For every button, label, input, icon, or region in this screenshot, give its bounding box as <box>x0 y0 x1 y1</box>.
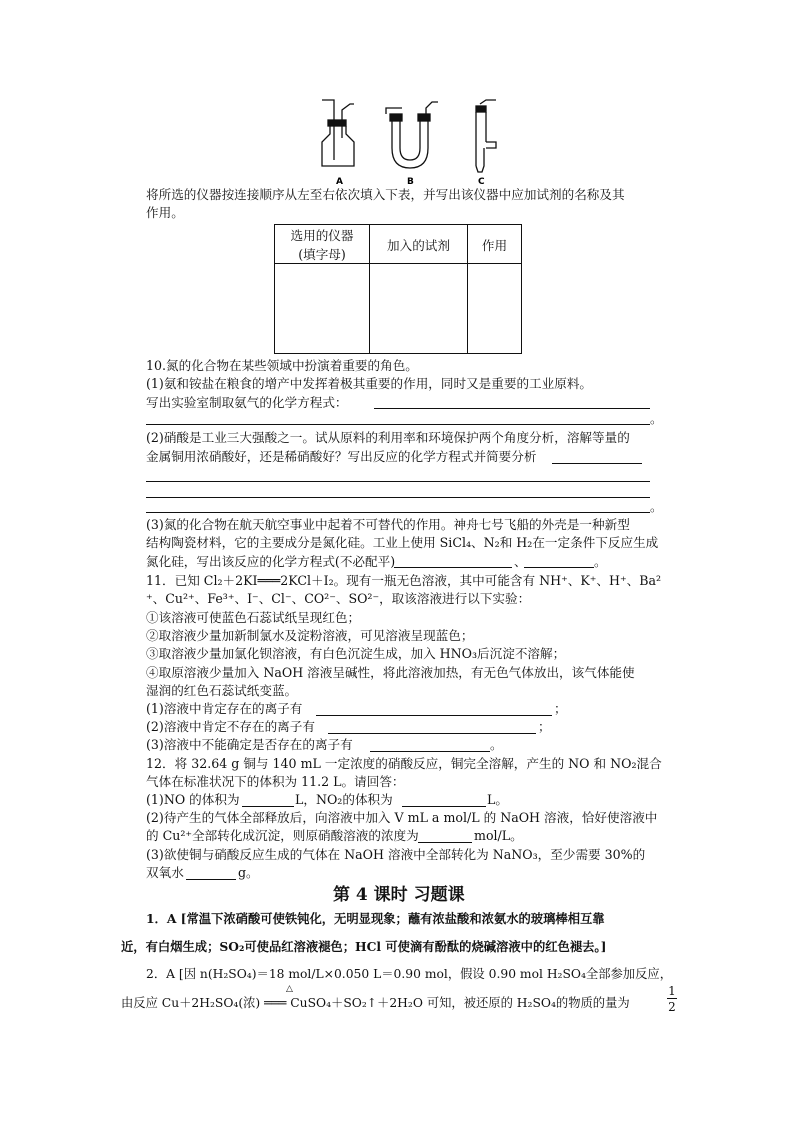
q10-p3-period: 。 <box>594 554 607 569</box>
delta-symbol: △ <box>286 984 293 994</box>
q12-s2a: (2)待产生的气体全部释放后，向溶液中加入 V mL a mol/L 的 NaOH 溶液，恰好使溶液中 <box>146 810 658 825</box>
q12-concentration-line[interactable] <box>418 842 472 843</box>
intro-line1: 将所选的仪器按连接顺序从左至右依次填入下表，并写出该仪器中应加试剂的名称及其 <box>146 187 625 202</box>
q10-answer-line-2[interactable] <box>146 424 650 425</box>
cell-instrument[interactable] <box>275 264 370 354</box>
q12-s3b: 双氧水 <box>146 865 184 880</box>
lesson-title: 第 4 课时 习题课 <box>333 885 465 905</box>
reagent-table <box>274 224 522 354</box>
q12-s3c: g。 <box>238 865 259 880</box>
fraction-bar <box>667 998 677 999</box>
q12-l2: 气体在标准状况下的体积为 11.2 L。请回答： <box>146 774 405 789</box>
q11-s1-line[interactable] <box>316 715 552 716</box>
col-reagent: 加入的试剂 <box>370 225 468 264</box>
fraction-denominator: 2 <box>668 1000 676 1014</box>
q11-s2: (2)溶液中肯定不存在的离子有 <box>146 719 315 734</box>
q12-no2-volume-line[interactable] <box>402 806 486 807</box>
q11-s1: (1)溶液中肯定存在的离子有 <box>146 701 303 716</box>
q10-p2-line-0[interactable] <box>552 463 642 464</box>
answer-1a: 1．A [常温下浓硝酸可使铁钝化，无明显现象；蘸有浓盐酸和浓氨水的玻璃棒相互靠 <box>146 911 605 926</box>
q12-l1: 12．将 32.64 g 铜与 140 mL 一定浓度的硝酸反应，铜完全溶解，产生的 NO 和 NO₂混合 <box>146 756 662 771</box>
q10-answer-line-1[interactable] <box>374 408 650 409</box>
q11-l2: ⁺、Cu²⁺、Fe³⁺、I⁻、Cl⁻、CO²⁻、SO²⁻，取该溶液进行以下实验： <box>146 591 531 606</box>
q12-h2o2-mass-line[interactable] <box>186 879 236 880</box>
label-b: B <box>407 177 414 187</box>
q10-p2-line-3[interactable] <box>146 512 650 513</box>
q10-p3c: 氮化硅，写出该反应的化学方程式(不必配平) <box>146 554 396 569</box>
answer-1b: 近，有白烟生成；SO₂可使品红溶液褪色；HCl 可使滴有酚酞的烧碱溶液中的红色褪去。] <box>121 939 607 954</box>
q10-p2-period: 。 <box>650 499 663 514</box>
q10-p2-line-1[interactable] <box>146 481 650 482</box>
q12-no-volume-line[interactable] <box>242 806 294 807</box>
q10-p3-line-2[interactable] <box>524 567 594 568</box>
q12-s1c: L。 <box>487 792 508 807</box>
q11-s2-line[interactable] <box>328 733 536 734</box>
answer-2a: 2．A [因 n(H₂SO₄)＝18 mol/L×0.050 L＝0.90 mol，假设 0.90 mol H₂SO₄全部参加反应， <box>146 967 672 981</box>
cell-reagent[interactable] <box>370 264 468 354</box>
q11-s3: (3)溶液中不能确定是否存在的离子有 <box>146 737 353 752</box>
fraction-numerator: 1 <box>668 984 676 998</box>
q12-s1a: (1)NO 的体积为 <box>146 792 240 807</box>
apparatus-figure <box>310 96 510 188</box>
q12-s2c: mol/L。 <box>474 828 523 843</box>
col-purpose: 作用 <box>468 225 522 264</box>
q10-p2b: 金属铜用浓硝酸好，还是稀硝酸好？写出反应的化学方程式并简要分析 <box>146 449 537 464</box>
q11-s1-semi: ； <box>554 701 567 716</box>
q10-p1b: 写出实验室制取氨气的化学方程式： <box>146 395 348 410</box>
q12-s1b: L，NO₂的体积为 <box>295 792 393 807</box>
q11-e3: ③取溶液少量加氯化钡溶液，有白色沉淀生成，加入 HNO₃后沉淀不溶解； <box>146 646 566 661</box>
q12-s2b: 的 Cu²⁺全部转化成沉淀，则原硝酸溶液的浓度为 <box>146 828 419 843</box>
q10-p3b: 结构陶瓷材料，它的主要成分是氮化硅。工业上使用 SiCl₄、N₂和 H₂在一定条件下反应生成 <box>146 535 659 550</box>
q10-p3-comma: 、 <box>514 554 527 569</box>
label-c: C <box>478 177 485 187</box>
cell-purpose[interactable] <box>468 264 522 354</box>
q11-e4: ④取原溶液少量加入 NaOH 溶液呈碱性，将此溶液加热，有无色气体放出，该气体能使 <box>146 665 635 680</box>
q11-s3-line[interactable] <box>370 751 490 752</box>
q11-e4b: 湿润的红色石蕊试纸变蓝。 <box>146 683 298 698</box>
q10-p3a: (3)氮的化合物在航天航空事业中起着不可替代的作用。神舟七号飞船的外壳是一种新型 <box>146 517 630 532</box>
q10-p2a: (2)硝酸是工业三大强酸之一。试从原料的利用率和环境保护两个角度分析，溶解等量的 <box>146 430 630 445</box>
intro-line2: 作用。 <box>146 205 184 220</box>
label-a: A <box>336 177 343 187</box>
q10-p1: (1)氨和铵盐在粮食的增产中发挥着极其重要的作用，同时又是重要的工业原料。 <box>146 376 593 391</box>
col-instrument: 选用的仪器 (填字母) <box>275 225 370 264</box>
q10-p3-line-1[interactable] <box>394 567 512 568</box>
q10-p2-line-2[interactable] <box>146 497 650 498</box>
q11-e1: ①该溶液可使蓝色石蕊试纸呈现红色； <box>146 610 361 625</box>
q12-s3a: (3)欲使铜与硝酸反应生成的气体在 NaOH 溶液中全部转化为 NaNO₃，至少需要 30%的 <box>146 847 646 862</box>
q11-e2: ②取溶液少量加新制氯水及淀粉溶液，可见溶液呈现蓝色； <box>146 628 474 643</box>
q11-l1: 11．已知 Cl₂＋2KI═══2KCl＋I₂。现有一瓶无色溶液，其中可能含有 NH⁺、K⁺、H⁺、Ba² <box>146 573 662 588</box>
q10-title: 10.氮的化合物在某些领域中扮演着重要的角色。 <box>146 358 418 373</box>
answer-2b: 由反应 Cu＋2H₂SO₄(浓) ═══ CuSO₄＋SO₂↑＋2H₂O 可知，被还原的 H₂SO₄的物质的量为 <box>121 996 630 1010</box>
q10-p1-period: 。 <box>650 411 663 426</box>
q11-s3-period: 。 <box>490 737 503 752</box>
q11-s2-semi: ； <box>538 719 551 734</box>
